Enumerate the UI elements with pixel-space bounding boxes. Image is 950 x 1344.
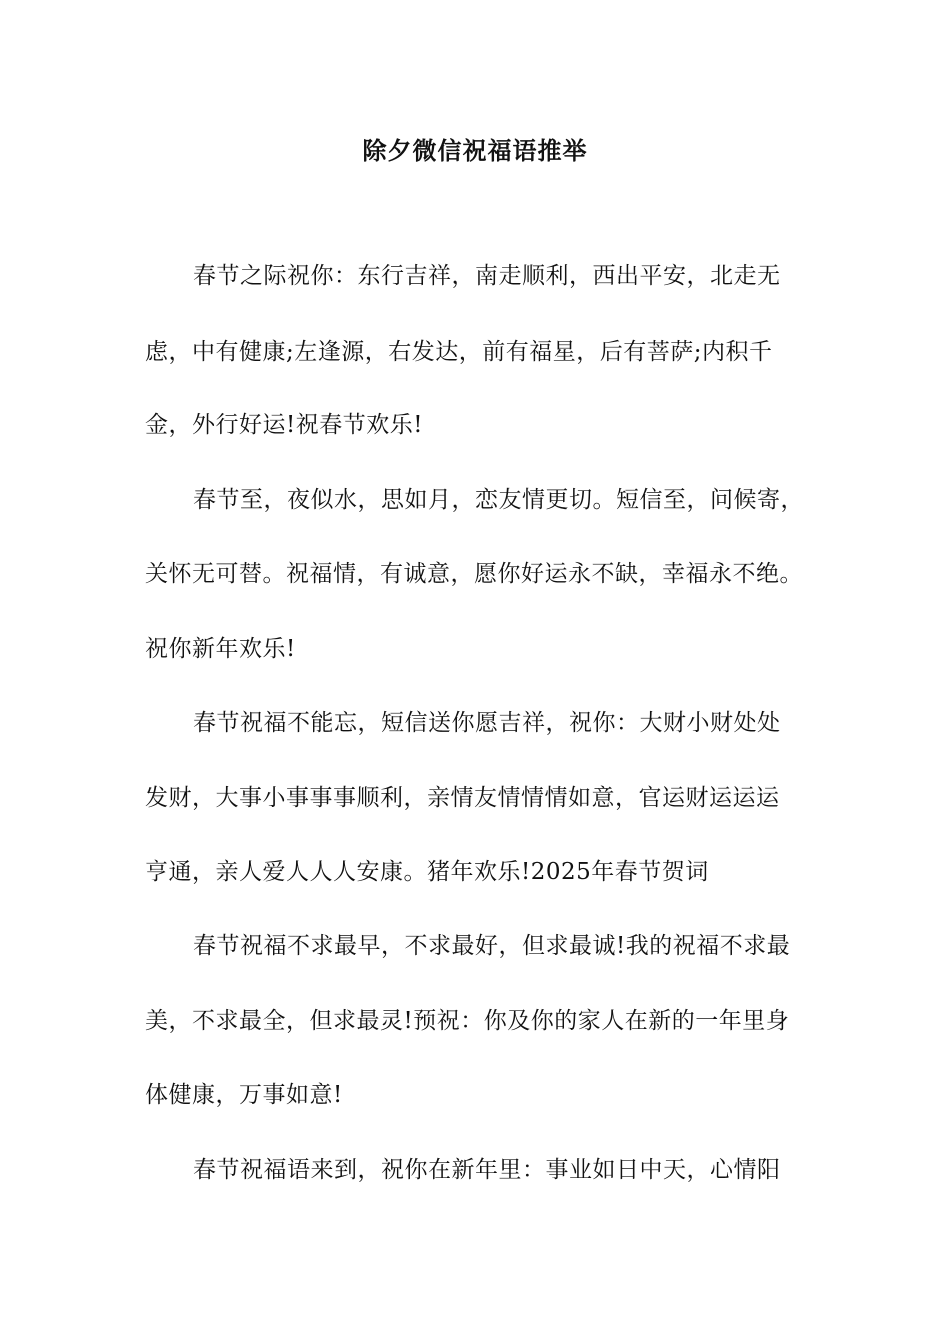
paragraph-5-line-1: 春节祝福语来到，祝你在新年里：事业如日中天，心情阳 bbox=[193, 1157, 781, 1183]
paragraph-4-line-3: 体健康，万事如意! bbox=[145, 1082, 343, 1108]
paragraph-1-line-3: 金，外行好运!祝春节欢乐! bbox=[145, 412, 423, 438]
paragraph-1-line-2: 虑，中有健康;左逢源，右发达，前有福星，后有菩萨;内积千 bbox=[145, 339, 773, 365]
paragraph-4-line-1: 春节祝福不求最早，不求最好，但求最诚!我的祝福不求最 bbox=[193, 933, 791, 959]
paragraph-3-line-1: 春节祝福不能忘，短信送你愿吉祥，祝你：大财小财处处 bbox=[193, 710, 781, 736]
paragraph-3-line-3: 亨通，亲人爱人人人安康。猪年欢乐!2025年春节贺词 bbox=[145, 859, 709, 885]
paragraph-4-line-2: 美，不求最全，但求最灵!预祝：你及你的家人在新的一年里身 bbox=[145, 1008, 790, 1034]
paragraph-3-line-2: 发财，大事小事事事顺利，亲情友情情情如意，官运财运运运 bbox=[145, 785, 780, 811]
paragraph-1-line-1: 春节之际祝你：东行吉祥，南走顺利，西出平安，北走无 bbox=[193, 263, 781, 289]
document-title: 除夕微信祝福语推举 bbox=[362, 136, 588, 165]
paragraph-2-line-2: 关怀无可替。祝福情，有诚意，愿你好运永不缺，幸福永不绝。 bbox=[145, 561, 803, 587]
paragraph-2-line-1: 春节至，夜似水，思如月，恋友情更切。短信至，问候寄， bbox=[193, 487, 804, 513]
paragraph-2-line-3: 祝你新年欢乐! bbox=[145, 636, 296, 662]
